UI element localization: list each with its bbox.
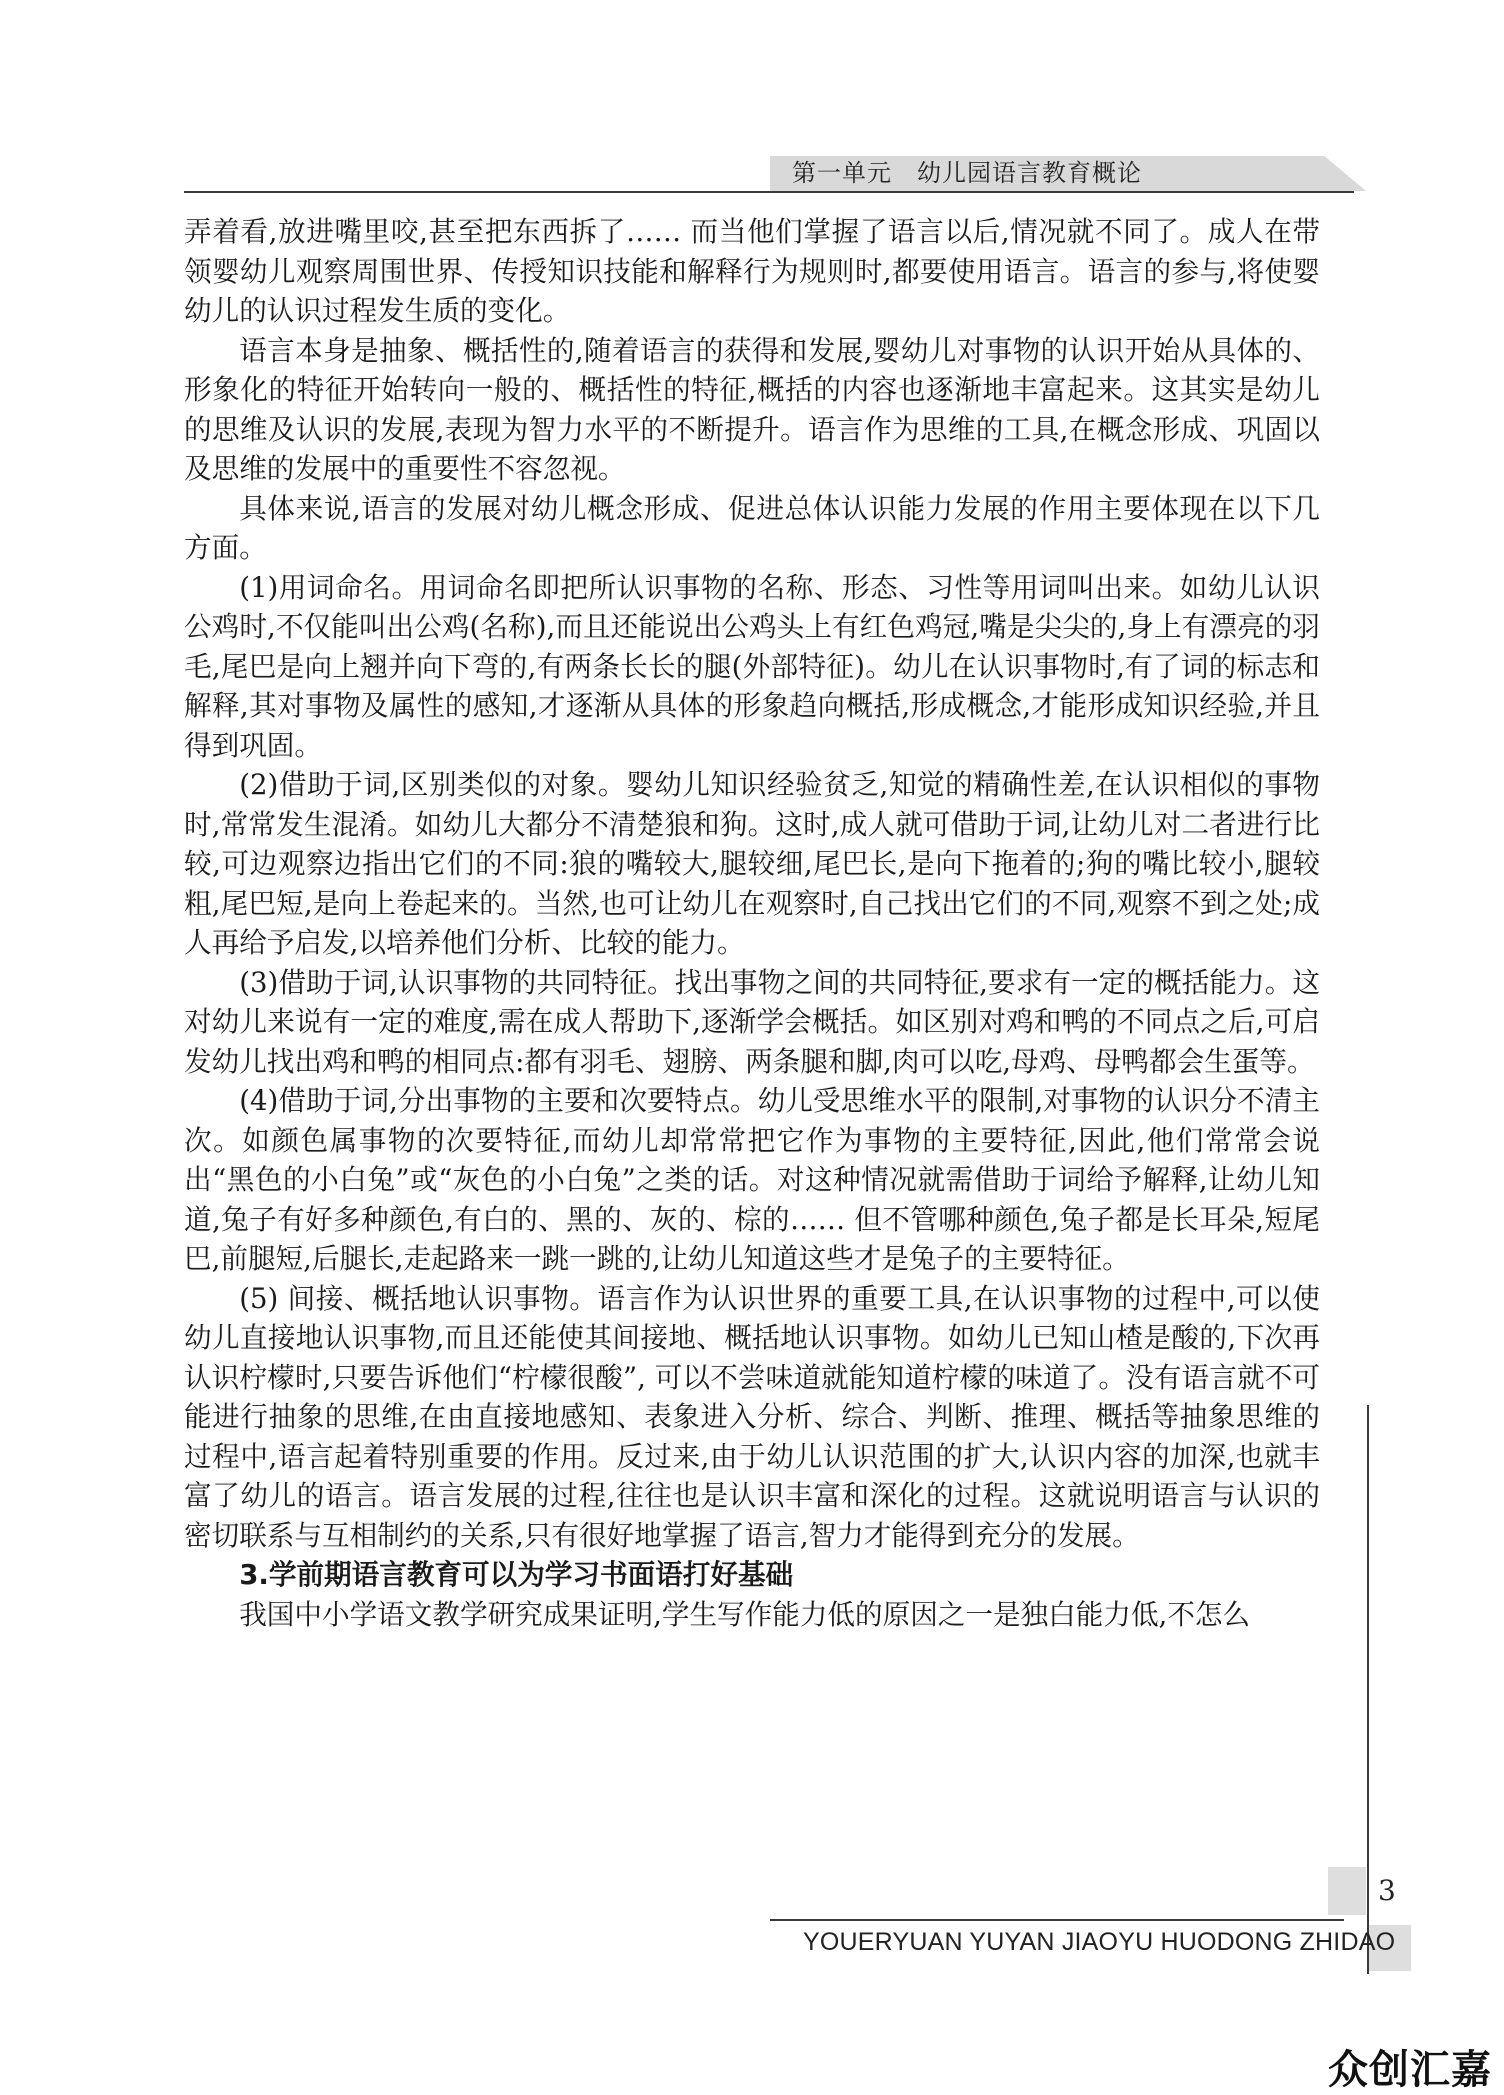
footer-decor-box (1328, 1867, 1366, 1915)
paragraph-8: (5) 间接、概括地认识事物。语言作为认识世界的重要工具,在认识事物的过程中,可以使幼儿直接地认识事物,而且还能使其间接地、概括地认识事物。如幼儿已知山楂是酸的,下次再认识柠檬时,只要告诉他们“柠檬很酸”, 可以不尝味道就能知道柠檬的味道了。没有语言就不可能进行抽象的思维,在由直接地感知、表象进入分析、综合、判断、推理、概括等抽象思维的过程中,语言起着特别重要的作用。反过来,由于幼儿认识范围的扩大,认识内容的加深,也就丰富了幼儿的语言。语言发展的过程,往往也是认识丰富和深化的过程。这就说明语言与认识的密切联系与互相制约的关系,只有很好地掌握了语言,智力才能得到充分的发展。 (184, 1281, 1320, 1552)
paragraph-9: 我国中小学语文教学研究成果证明,学生写作能力低的原因之一是独白能力低,不怎么 (239, 1597, 1251, 1631)
running-header: 第一单元 幼儿园语言教育概论 (792, 159, 1142, 187)
watermark-logo: 众创汇嘉 (1328, 2047, 1492, 2093)
paragraph-5: (2)借助于词,区别类似的对象。婴幼儿知识经验贫乏,知觉的精确性差,在认识相似的事物时,常常发生混淆。如幼儿大都分不清楚狼和狗。这时,成人就可借助于词,让幼儿对二者进行比较,可边观察边指出它们的不同:狼的嘴较大,腿较细,尾巴长,是向下拖着的;狗的嘴比较小,腿较粗,尾巴短,是向上卷起来的。当然,也可让幼儿在观察时,自己找出它们的不同,观察不到之处;成人再给予启发,以培养他们分析、比较的能力。 (184, 768, 1320, 959)
footer-vertical-rule (1367, 1405, 1369, 1974)
paragraph-7: (4)借助于词,分出事物的主要和次要特点。幼儿受思维水平的限制,对事物的认识分不清主次。如颜色属事物的次要特征,而幼儿却常常把它作为事物的主要特征,因此,他们常常会说出“黑色的小白兔”或“灰色的小白兔”之类的话。对这种情况就需借助于词给予解释,让幼儿知道,兔子有好多种颜色,有白的、黑的、灰的、棕的…… 但不管哪种颜色,兔子都是长耳朵,短尾巴,前腿短,后腿长,走起路来一跳一跳的,让幼儿知道这些才是兔子的主要特征。 (184, 1084, 1320, 1275)
page-number: 3 (1378, 1874, 1396, 1907)
header-rule (184, 191, 1354, 193)
paragraph-2: 语言本身是抽象、概括性的,随着语言的获得和发展,婴幼儿对事物的认识开始从具体的、形象化的特征开始转向一般的、概括性的特征,概括的内容也逐渐地丰富起来。这其实是幼儿的思维及认识的发展,表现为智力水平的不断提升。语言作为思维的工具,在概念形成、巩固以及思维的发展中的重要性不容忽视。 (184, 333, 1320, 485)
paragraph-1: 弄着看,放进嘴里咬,甚至把东西拆了…… 而当他们掌握了语言以后,情况就不同了。成人在带领婴幼儿观察周围世界、传授知识技能和解释行为规则时,都要使用语言。语言的参与,将使婴幼儿的认识过程发生质的变化。 (184, 215, 1320, 327)
footer-rule (770, 1919, 1344, 1921)
footer-running-title: YOUERYUAN YUYAN JIAOYU HUODONG ZHIDAO (803, 1928, 1396, 1956)
body-text (184, 212, 1320, 1634)
paragraph-3: 具体来说,语言的发展对幼儿概念形成、促进总体认识能力发展的作用主要体现在以下几方面。 (184, 491, 1320, 564)
paragraph-4: (1)用词命名。用词命名即把所认识事物的名称、形态、习性等用词叫出来。如幼儿认识公鸡时,不仅能叫出公鸡(名称),而且还能说出公鸡头上有红色鸡冠,嘴是尖尖的,身上有漂亮的羽毛,尾巴是向上翘并向下弯的,有两条长长的腿(外部特征)。幼儿在认识事物时,有了词的标志和解释,其对事物及属性的感知,才逐渐从具体的形象趋向概括,形成概念,才能形成知识经验,并且得到巩固。 (184, 570, 1320, 762)
section-heading: 3.学前期语言教育可以为学习书面语打好基础 (239, 1558, 794, 1591)
paragraph-6: (3)借助于词,认识事物的共同特征。找出事物之间的共同特征,要求有一定的概括能力。这对幼儿来说有一定的难度,需在成人帮助下,逐渐学会概括。如区别对鸡和鸭的不同点之后,可启发幼儿找出鸡和鸭的相同点:都有羽毛、翅膀、两条腿和脚,肉可以吃,母鸡、母鸭都会生蛋等。 (184, 965, 1320, 1078)
